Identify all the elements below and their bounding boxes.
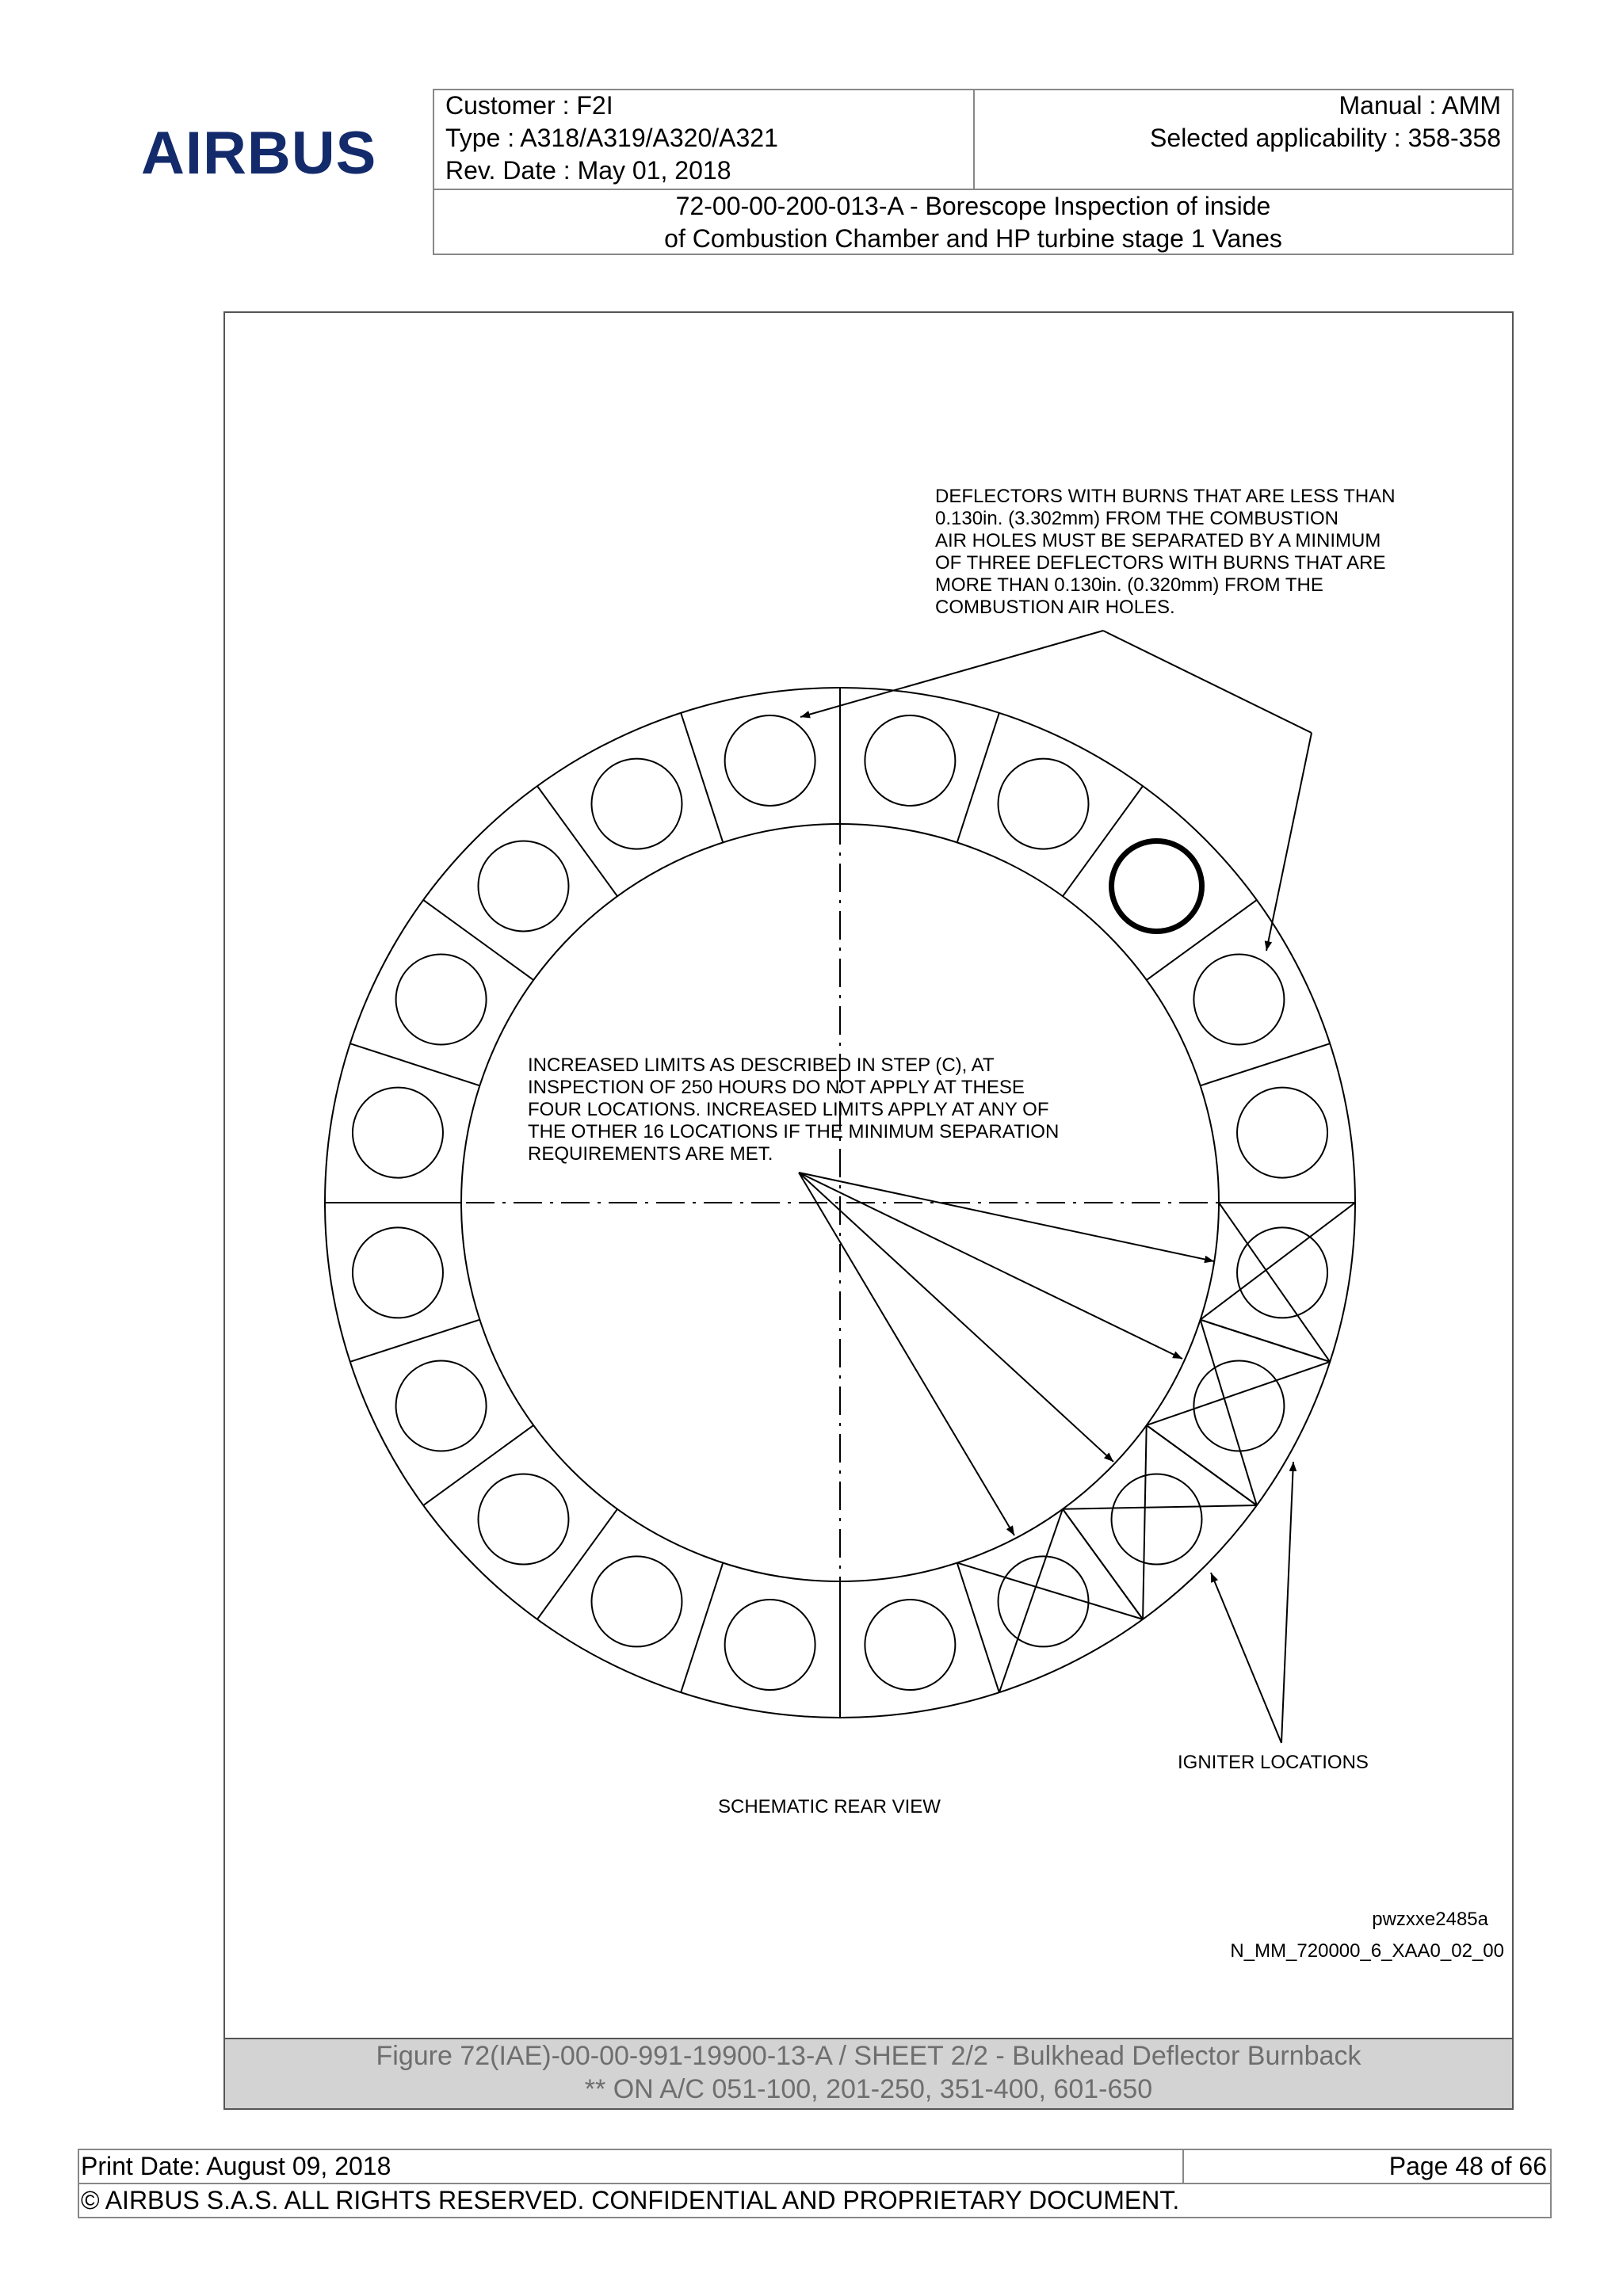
deflector-hole <box>1193 1361 1284 1451</box>
segment-divider <box>537 1509 617 1619</box>
limit-arrow <box>799 1173 1182 1359</box>
figure-ref-id: N_MM_720000_6_XAA0_02_00 <box>1230 1940 1504 1962</box>
note-arrow <box>800 631 1103 717</box>
deflector-hole <box>591 1556 682 1646</box>
print-date: Print Date: August 09, 2018 <box>81 2152 391 2180</box>
deflector-hole <box>725 715 815 806</box>
figure-caption-line-2: ** ON A/C 051-100, 201-250, 351-400, 601-650 <box>584 2074 1153 2104</box>
leader-lines <box>799 631 1312 1743</box>
task-title-line-1: 72-00-00-200-013-A - Borescope Inspection of inside <box>675 192 1271 220</box>
igniter-cross <box>1147 1425 1257 1505</box>
segment-divider <box>537 786 617 896</box>
segment-divider <box>423 900 533 980</box>
igniter-cross <box>1201 1320 1331 1362</box>
type-label: Type : A318/A319/A320/A321 <box>445 124 778 152</box>
schematic-view-label: SCHEMATIC REAR VIEW <box>718 1796 941 1817</box>
deflector-hole <box>865 1600 955 1690</box>
segment-divider <box>681 713 723 843</box>
igniter-arrow <box>1211 1573 1281 1743</box>
deflector-hole <box>353 1227 443 1318</box>
segment-divider <box>350 1320 480 1362</box>
note-deflectors-line: OF THREE DEFLECTORS WITH BURNS THAT ARE <box>935 552 1386 574</box>
igniter-cross <box>1201 1320 1257 1505</box>
task-title-line-2: of Combustion Chamber and HP turbine stage 1 Vanes <box>664 224 1282 253</box>
limit-arrow <box>799 1173 1214 1261</box>
deflector-hole <box>478 841 568 931</box>
footer-divider <box>1182 2149 1184 2183</box>
burned-deflector-hole <box>1112 841 1202 931</box>
note-deflectors-line: DEFLECTORS WITH BURNS THAT ARE LESS THAN <box>935 486 1396 507</box>
segment-divider <box>681 1563 723 1693</box>
deflector-hole <box>999 759 1089 849</box>
note-deflectors-line: 0.130in. (3.302mm) FROM THE COMBUSTION <box>935 508 1338 529</box>
segment-divider <box>957 713 999 843</box>
igniter-cross <box>957 1563 1143 1619</box>
figure-caption <box>223 2039 1514 2106</box>
igniter-arrow <box>1281 1462 1293 1743</box>
igniter-cross <box>1063 1505 1257 1509</box>
igniter-cross <box>1063 1509 1143 1619</box>
deflector-hole <box>396 954 487 1044</box>
note-arrow <box>1266 733 1312 951</box>
igniter-cross <box>1201 1203 1355 1320</box>
deflector-hole <box>396 1361 487 1451</box>
bulkhead-ring <box>325 688 1355 1718</box>
note-limits-line: FOUR LOCATIONS. INCREASED LIMITS APPLY AT ANY OF <box>528 1099 1049 1120</box>
deflector-hole <box>725 1600 815 1690</box>
deflector-hole <box>865 715 955 806</box>
limit-arrow <box>799 1173 1113 1462</box>
applicability-label: Selected applicability : 358-358 <box>1150 124 1501 152</box>
deflector-hole <box>1112 1474 1202 1565</box>
note-limits-line: INSPECTION OF 250 HOURS DO NOT APPLY AT THESE <box>528 1077 1025 1098</box>
igniter-cross <box>1147 1362 1330 1425</box>
note-deflectors-line: COMBUSTION AIR HOLES. <box>935 597 1175 618</box>
note-limits-line: THE OTHER 16 LOCATIONS IF THE MINIMUM SEPARATION <box>528 1121 1060 1142</box>
copyright-notice: © AIRBUS S.A.S. ALL RIGHTS RESERVED. CONFIDENTIAL AND PROPRIETARY DOCUMENT. <box>81 2186 1180 2214</box>
segment-divider <box>1147 900 1257 980</box>
note-limits <box>528 1055 1059 1165</box>
segment-divider <box>350 1043 480 1085</box>
segment-divider <box>423 1425 533 1505</box>
note-limits-line: INCREASED LIMITS AS DESCRIBED IN STEP (C), AT <box>528 1055 995 1076</box>
igniter-cross <box>999 1509 1063 1692</box>
note-leader <box>1103 631 1312 733</box>
note-deflectors-line: AIR HOLES MUST BE SEPARATED BY A MINIMUM <box>935 530 1381 551</box>
deflector-hole <box>1237 1088 1327 1178</box>
deflector-hole <box>1237 1227 1327 1318</box>
note-deflectors-line: MORE THAN 0.130in. (0.320mm) FROM THE <box>935 574 1323 596</box>
igniter-cross <box>1143 1425 1147 1619</box>
airbus-logo: AIRBUS <box>141 120 377 187</box>
customer-label: Customer : F2I <box>445 91 613 120</box>
figure-ref-code: pwzxxe2485a <box>1372 1909 1488 1930</box>
rev-date-label: Rev. Date : May 01, 2018 <box>445 156 731 185</box>
manual-label: Manual : AMM <box>1338 91 1501 120</box>
segment-divider <box>1063 786 1143 896</box>
deflector-hole <box>478 1474 568 1565</box>
deflector-hole <box>1193 954 1284 1044</box>
deflector-hole <box>591 759 682 849</box>
note-deflectors <box>935 486 1396 618</box>
figure-caption-line-1: Figure 72(IAE)-00-00-991-19900-13-A / SHEET 2/2 - Bulkhead Deflector Burnback <box>376 2041 1361 2071</box>
limit-arrow <box>799 1173 1014 1535</box>
deflector-hole <box>353 1088 443 1178</box>
page-number: Page 48 of 66 <box>1388 2152 1547 2180</box>
segment-divider <box>957 1563 999 1693</box>
igniter-locations-label: IGNITER LOCATIONS <box>1178 1752 1369 1773</box>
segment-divider <box>1201 1043 1331 1085</box>
igniter-cross <box>1219 1203 1330 1362</box>
note-limits-line: REQUIREMENTS ARE MET. <box>528 1143 773 1165</box>
deflector-hole <box>999 1556 1089 1646</box>
